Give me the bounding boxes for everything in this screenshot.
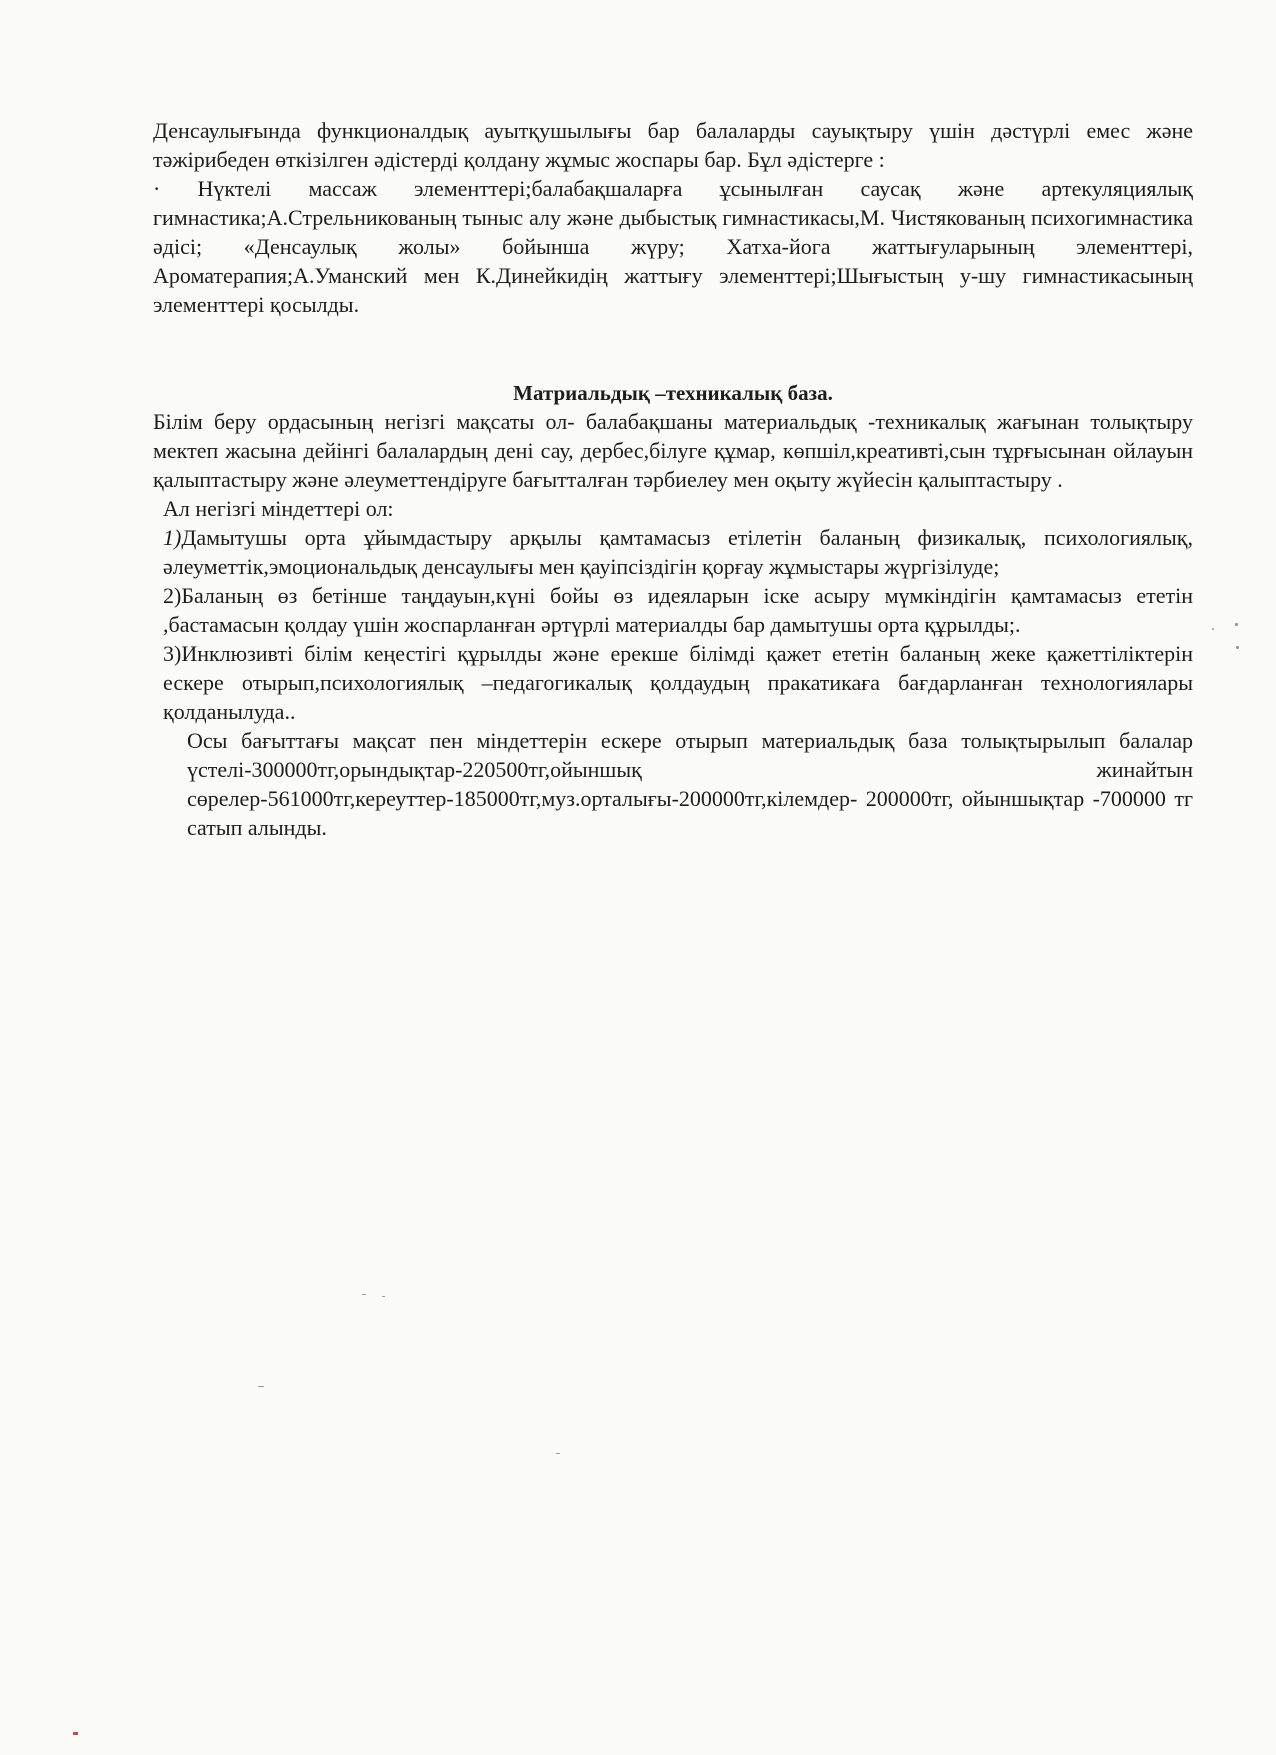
tasks-intro-paragraph: Ал негізгі міндеттері ол:: [163, 496, 394, 521]
scan-speck: [1236, 646, 1239, 649]
scan-speck: [382, 1296, 385, 1297]
intro-section: [153, 116, 1193, 319]
task-item-3: 3)Инклюзивті білім кеңестігі құрылды және ерекше білімді қажет ететін баланың жеке қажеттіліктерін ескере отырып,психологиялық –педагогикалық қолдаудың пракатикаға бағдарланған технологиялары қолданылуда..: [163, 641, 1193, 724]
task-item-1-text: Дамытушы орта ұйымдастыру арқылы қамтамасыз етілетін баланың физикалық, психологиялық, әлеуметтік,эмоциональдық денсаулығы мен қауіпсіздігін қорғау жұмыстары жүргізілуде;: [163, 525, 1193, 579]
methods-list-paragraph: · Нүктелі массаж элементтері;балабақшаларға ұсынылған саусақ және артекуляциялық гимнастика;А.Стрельникованың тыныс алу және дыбыстық гимнастикасы,М. Чистякованың психогимнастика әдісі; «Денсаулық жолы» бойынша жүру; Хатха-йога жаттығуларының элементтері, Ароматерапия;А.Уманский мен К.Динейкидің жаттығу элементтері;Шығыстың у-шу гимнастикасының элементтері қосылды.: [153, 176, 1193, 317]
scan-speck: [258, 1386, 264, 1387]
goal-paragraph: Білім беру ордасының негізгі мақсаты ол- балабақшаны материальдық -техникалық жағынан толықтыру мектеп жасына дейінгі балалардың дені сау, дербес,білуге құмар, көпшіл,креативті,сын тұрғысынан ойлауын қалыптастыру және әлеуметтендіруге бағытталған тәрбиелеу мен оқыту жүйесін қалыптастыру .: [153, 409, 1193, 492]
scan-mark: [73, 1732, 78, 1735]
scan-speck: [1235, 623, 1238, 626]
task-item-2: 2)Баланың өз бетінше таңдауын,күні бойы өз идеяларын іске асыру мүмкіндігін қамтамасыз ететін ,бастамасын қолдау үшін жоспарланған әртүрлі материалды бар дамытушы орта құрылды;.: [163, 583, 1193, 637]
task-item-1: [153, 523, 1193, 581]
scan-speck: [1212, 628, 1214, 630]
purchases-paragraph: Осы бағыттағы мақсат пен міндеттерін ескере отырып материальдық база толықтырылып балалар үстелі-300000тг,орындықтар-220500тг,ойыншық жинайтын сөрелер-561000тг,кереуттер-185000тг,муз.орталығы-200000тг,кілемдер- 200000тг, ойыншықтар -700000 тг сатып алынды.: [187, 728, 1193, 840]
task-item-1-number: 1): [163, 525, 182, 550]
material-base-section: [153, 407, 1193, 842]
section-heading: Матриальдық –техникалық база.: [513, 381, 833, 405]
methods-intro-paragraph: Денсаулығында функционалдық ауытқушылығы бар балаларды сауықтыру үшін дәстүрлі емес және тәжірибеден өткізілген әдістерді қолдану жұмыс жоспары бар. Бұл әдістерге :: [153, 118, 1193, 172]
scan-speck: [362, 1294, 366, 1295]
scan-speck: [556, 1453, 560, 1454]
